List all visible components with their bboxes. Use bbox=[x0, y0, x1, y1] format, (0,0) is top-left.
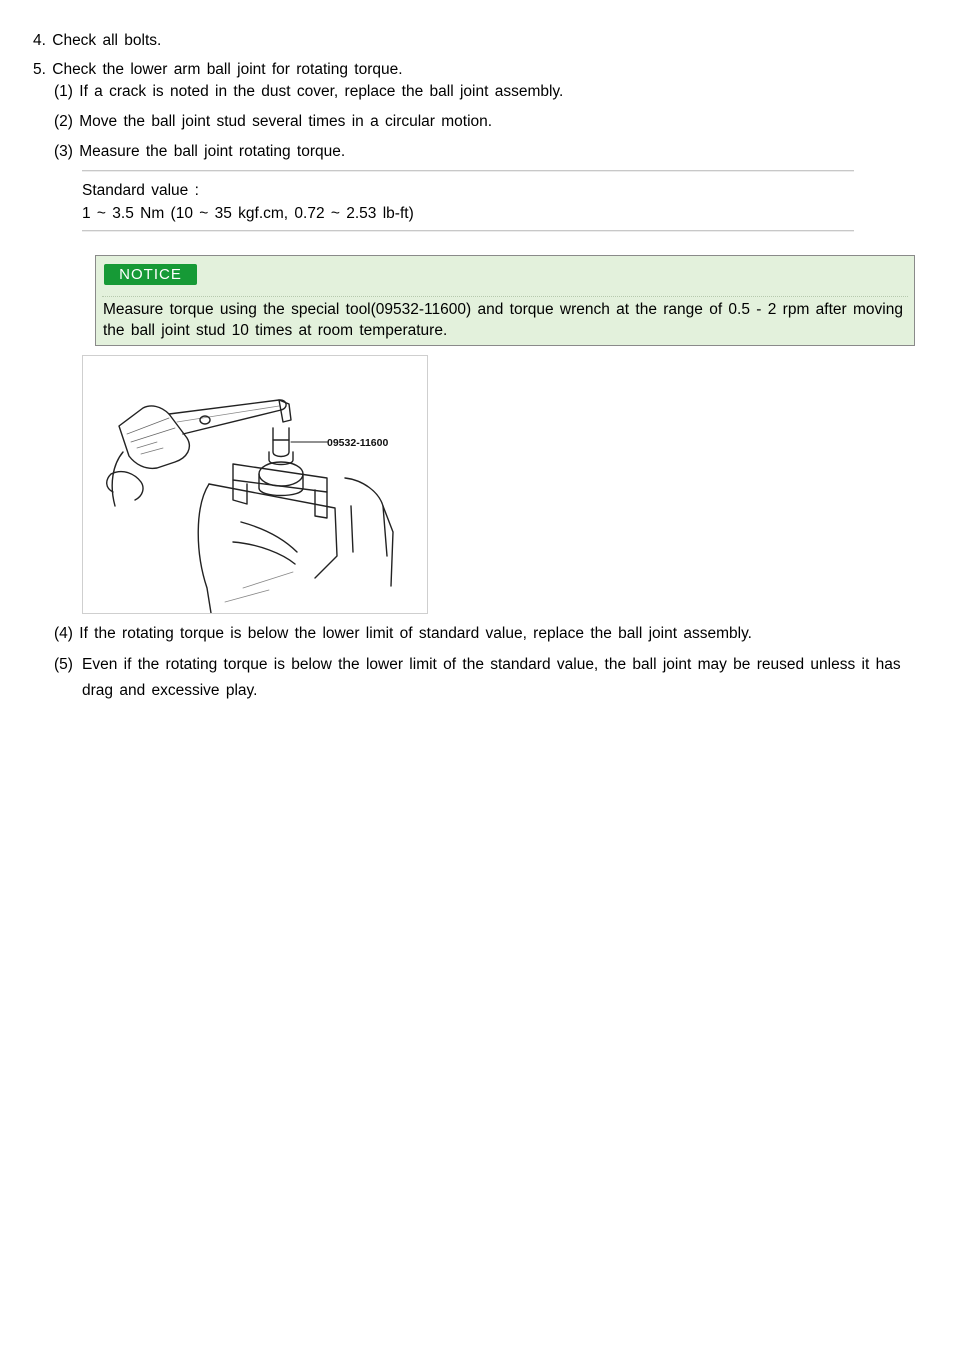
substep-text: If a crack is noted in the dust cover, replace the ball joint assembly. bbox=[79, 83, 564, 100]
torque-wrench-diagram bbox=[83, 356, 427, 613]
substep-text: Measure the ball joint rotating torque. bbox=[79, 143, 346, 160]
divider-top bbox=[82, 170, 854, 172]
notice-separator bbox=[102, 296, 908, 297]
notice-badge: NOTICE bbox=[104, 264, 197, 285]
step-text: Check all bolts. bbox=[52, 32, 162, 49]
substep-2 bbox=[54, 112, 492, 132]
substep-3 bbox=[54, 142, 345, 162]
substep-5-number: (5) bbox=[54, 656, 73, 673]
tool-callout-label: 09532-11600 bbox=[327, 437, 389, 449]
substep-number: (3) bbox=[54, 143, 73, 160]
wrench-gauge bbox=[119, 406, 189, 468]
notice-box bbox=[95, 255, 915, 346]
substep-1 bbox=[54, 82, 563, 102]
notice-text: Measure torque using the special tool(09532-11600) and torque wrench at the range of 0.5 - 2 rpm after moving the ball joint stud 10 times at room temperature. bbox=[103, 301, 903, 339]
substep-5-text: Even if the rotating torque is below the lower limit of the standard value, the ball joint may be reused unless it has drag and excessive play. bbox=[82, 656, 901, 699]
wrench-arm bbox=[169, 400, 286, 434]
substep-text: Move the ball joint stud several times in a circular motion. bbox=[79, 113, 493, 130]
step-text: Check the lower arm ball joint for rotating torque. bbox=[52, 61, 403, 78]
substep-number: (2) bbox=[54, 113, 73, 130]
substep-number: (1) bbox=[54, 83, 73, 100]
socket-adapter bbox=[273, 428, 289, 457]
substep-4 bbox=[54, 624, 752, 644]
divider-bottom bbox=[82, 230, 854, 232]
step-4 bbox=[33, 31, 161, 51]
standard-value: 1 ~ 3.5 Nm (10 ~ 35 kgf.cm, 0.72 ~ 2.53 lb-ft) bbox=[82, 205, 414, 222]
substep-text: If the rotating torque is below the lower limit of standard value, replace the ball joint assembly. bbox=[79, 625, 752, 642]
standard-value-label: Standard value : bbox=[82, 182, 199, 199]
step-number: 5. bbox=[33, 61, 46, 78]
step-5 bbox=[33, 60, 403, 80]
ball-joint-torque-illustration bbox=[82, 355, 428, 614]
hand-outline bbox=[107, 452, 143, 506]
step-number: 4. bbox=[33, 32, 46, 49]
substep-number: (4) bbox=[54, 625, 73, 642]
